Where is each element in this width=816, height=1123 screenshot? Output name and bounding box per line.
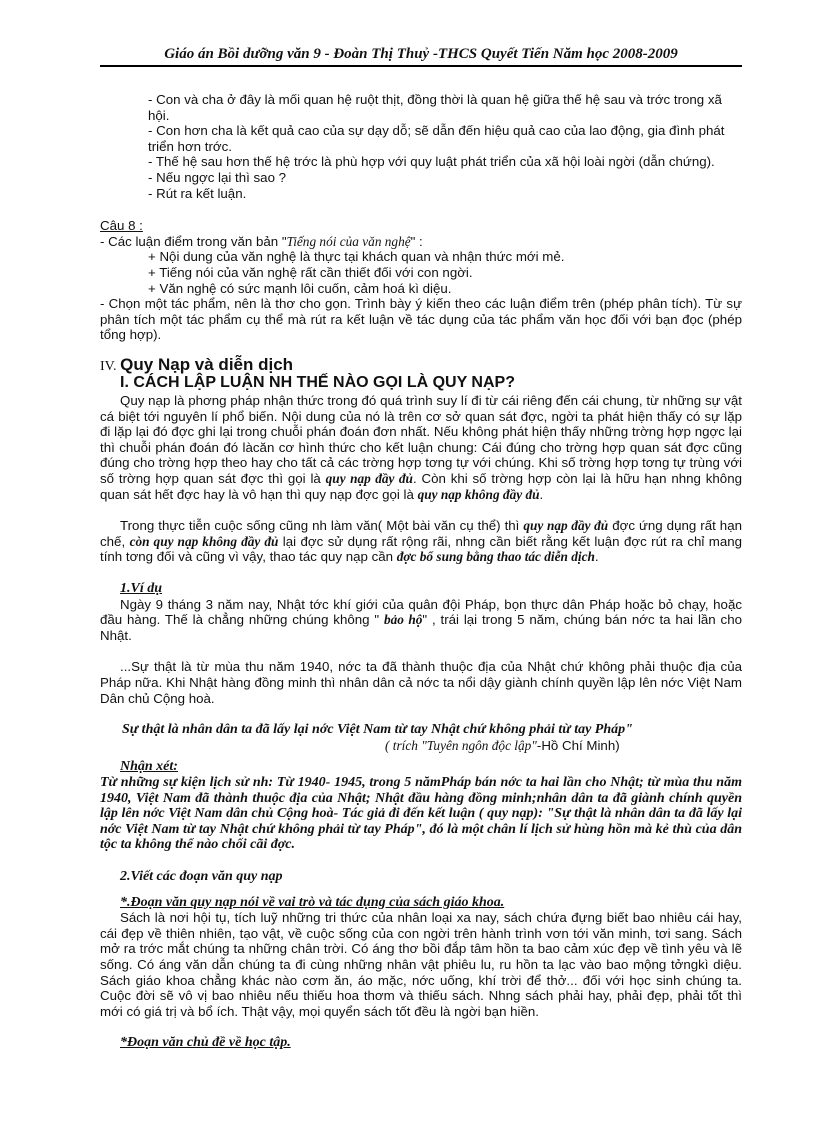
remark-text: Từ những sự kiện lịch sử nh: Từ 1940- 1945, trong 5 nămPháp bán nớc ta hai lần cho Nhật; từ mùa thu năm 1940, Việt Nam đã thành thuộc địa của Nhật; Nhật đầu hàng đồng minh;nhân dân ta đã giành chính quyền lập lên nớc Việt Nam dân chủ Cộng hoà- Tác giả đi đến kết luận ( quy nạp): "Sự thật là nhân dân ta đã lấy lại nớc Việt Nam từ tay Nhật chứ không phải từ tay Pháp", đó là một chân lí lịch sử hùng hồn mà kẻ thù của dân tộc ta không thể nào chối cãi đợc. [100,774,742,853]
document-body [100,92,742,1051]
emphasis: đợc bổ sung bằng thao tác diễn dịch [396,549,595,565]
emphasis: quy nạp không đầy đủ [417,486,540,502]
list-a [100,92,742,201]
cau8-intro-prefix: - Các luận điểm trong văn bản " [100,233,287,249]
list-item: - Rút ra kết luận. [148,185,247,201]
text-run: đợc ứng dụng rất hạn chế, [100,518,742,549]
cau8-label: Câu 8 : [100,218,143,234]
paragraph-2-title: *Đoạn văn chủ đề về học tập. [120,1035,291,1051]
quote-source-author: -Hồ Chí Minh) [536,737,620,753]
text-run: " , trái lại trong 5 năm, chúng bán nớc ta hai lần cho Nhật. [100,612,742,643]
quote-source [100,738,742,754]
writing-heading: 2.Viết các đoạn văn quy nạp [120,868,283,884]
text-run: Trong thực tiễn cuộc sống cũng nh làm văn( Một bài văn cụ thể) thì [120,518,524,534]
example-label: 1.Ví dụ [120,581,163,597]
page-header: Giáo án Bồi dưỡng văn 9 - Đoàn Thị Thuỷ -THCS Quyết Tiến Năm học 2008-2009 [100,46,742,67]
remark-label: Nhận xét: [120,759,178,775]
cau8-points [100,249,742,296]
emphasis: quy nạp đầy đủ [325,471,413,487]
list-item: - Thế hệ sau hơn thế hệ trớc là phù hợp với quy luật phát triển của xã hội loài ngời (dẫn chứng). [148,154,715,170]
list-item: - Con hơn cha là kết quả cao của sự dạy dỗ; sẽ dẫn đến hiệu quả cao của lao động, gia đình phát triển hơn trớc. [148,123,725,154]
example-quote: Sự thật là nhân dân ta đã lấy lại nớc Việt Nam từ tay Nhật chứ không phải từ tay Pháp" [122,722,633,738]
section-iv-title: Quy Nạp và diễn dịch [120,354,294,374]
induction-definition [100,393,742,502]
paragraph-1-text: Sách là nơi hội tụ, tích luỹ những tri thức của nhân loại xa nay, sách chứa đựng biết bao nhiêu cái hay, cái đẹp về thiên nhiên, tạo vật, về cuộc sống của con ngời trên hành trình vơn tới văn minh, tơi sang. Sách mở ra trớc mắt chúng ta những chân trời. Có áng thơ bồi đắp tâm hồn ta bao cảm xúc đẹp về tình yêu và lẽ sống. Có áng văn dẫn chúng ta đi cùng những nhân vật phiêu lu, ru hồn ta lạc vào bao mộng tởngkì diệu. Sách giáo khoa chẳng khác nào cơm ăn, áo mặc, nớc uống, khí trời để thở... đối với học sinh chúng ta. Cuộc đời sẽ vô vị bao nhiêu nếu thiếu hoa thơm và thiếu sách. Nhng sách phải hay, phải đẹp, phải tốt thì mới có giá trị và bổ ích. Thật vậy, mọi quyển sách tốt đều là ngời bạn hiền. [100,910,742,1019]
text-run: Quy nạp là phơng pháp nhận thức trong đó quá trình suy lí đi từ cái riêng đến cái chung, từ những sự vật cá biệt tới nguyên lí phổ biến. Nội dung của nó là trên cơ sở quan sát đợc, ngời ta phát hiện thấy có sự lặp đi lặp lại đó đợc ghi lại trong chuỗi phán đoán đơn nhất. Nếu không phát hiện thấy những trờng hợp ngợc lại thì chuỗi phán đoán đó làcăn cơ hình thức cho kết luận chung: Cái đúng cho trờng hợp quan sát đợc cũng đúng cho trờng hợp theo hay cho tất cả các trờng hợp tơng tự với chúng. Khi số trờng hợp tơng tự trùng với số trờng hợp quan sát đợc thì gọi là [100,393,742,487]
section-iv-roman: IV. [100,358,117,374]
cau8-conclusion: - Chọn một tác phẩm, nên là thơ cho gọn. Trình bày ý kiến theo các luận điểm trên (phép phân tích). Từ sự phân tích một tác phẩm cụ thể mà rút ra kết luận về tác dụng của tác phẩm văn học đối với bạn đọc (phép tổng hợp). [100,296,742,343]
list-item: + Tiếng nói của văn nghệ rất cần thiết đối với con ngời. [148,264,473,280]
list-item: - Nếu ngợc lại thì sao ? [148,169,287,185]
text-run: lại đợc sử dụng rất rộng rãi, nhng cần biết rằng kết luận đợc rút ra chỉ mang tính tơng đối và cũng vì vậy, thao tác quy nạp cần [100,533,743,565]
example-paragraph-2: ...Sự thật là từ mùa thu năm 1940, nớc ta đã thành thuộc địa của Nhật chứ không phải thuộc địa của Pháp nữa. Khi Nhật hàng đồng minh thì nhân dân cả nớc ta nổi dậy giành chính quyền lập lên nớc Việt Nam Dân chủ Cộng hoà. [100,659,742,706]
emphasis: còn quy nạp không đầy đủ [129,533,279,549]
emphasis: bảo hộ [383,612,423,628]
example-paragraph-1 [100,597,742,644]
text-run: . Còn khi số trờng hợp còn lại là hữu hạn nhng không quan sát hết đợc hay là vô hạn thì quy nạp đợc gọi là [100,471,742,502]
list-item: + Nội dung của văn nghệ là thực tại khách quan và nhận thức mới mẻ. [148,249,565,265]
list-item: - Con và cha ở đây là mối quan hệ ruột thịt, đồng thời là quan hệ giữa thế hệ sau và trớc trong xã hội. [148,92,722,123]
section-i-subtitle: I. CÁCH LẬP LUẬN NH THẾ NÀO GỌI LÀ QUY NẠP? [120,373,515,391]
text-run: . [539,486,544,502]
section-iv-heading [100,354,742,375]
paragraph-1-title: *.Đoạn văn quy nạp nói về vai trò và tác dụng của sách giáo khoa. [120,894,505,910]
cau8-intro-suffix: " : [410,233,423,249]
list-item: + Văn nghệ có sức mạnh lôi cuốn, cảm hoá kì diệu. [148,280,452,296]
quote-source-title: ( trích "Tuyên ngôn độc lập" [385,737,537,753]
text-run: Ngày 9 tháng 3 năm nay, Nhật tớc khí giới của quân đội Pháp, bọn thực dân Pháp hoặc bỏ chạy, hoặc đầu hàng. Thế là chẳng những chúng không " [100,596,742,628]
text-run: . [594,549,599,565]
emphasis: quy nạp đầy đủ [523,518,609,534]
induction-practice [100,518,742,565]
cau8-intro [100,234,742,250]
cau8-intro-title: Tiếng nói của văn nghệ [286,233,411,249]
